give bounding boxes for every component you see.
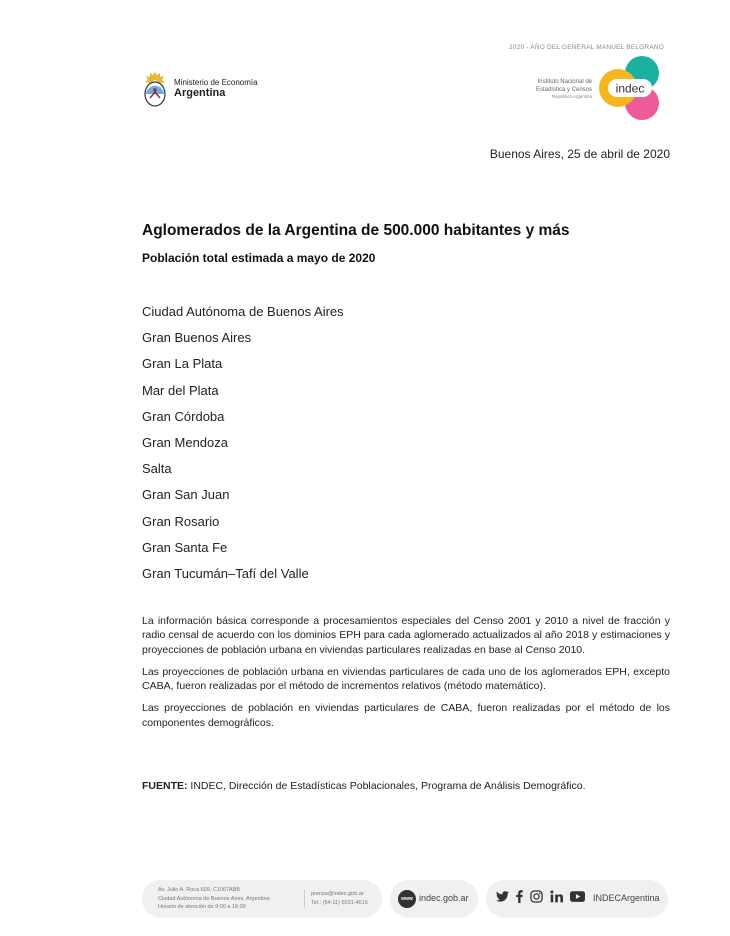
city-item: Gran San Juan [142,487,230,503]
indec-logo [596,56,668,120]
globe-icon: www [398,890,416,908]
city-item: Gran La Plata [142,356,223,372]
indec-logo-text: indec [615,81,645,96]
indec-name-line1: Instituto Nacional de [537,79,592,85]
indec-name-line2: Estadística y Censos [535,86,592,93]
footer-website-pill[interactable] [390,880,478,918]
address-line: Ciudad Autónoma de Buenos Aires, Argentina [158,895,270,902]
instagram-icon[interactable] [530,890,543,903]
city-item: Gran Santa Fe [142,539,228,555]
facebook-icon[interactable] [516,890,523,903]
source-line [142,780,670,792]
website-link[interactable]: indec.gob.ar [419,893,469,903]
linkedin-icon[interactable] [550,890,563,903]
indec-name-line3: República Argentina [551,94,592,99]
indec-institution-name [502,79,592,100]
argentina-seal-icon [142,70,168,108]
methodology-notes [142,614,670,738]
footer [142,880,668,918]
source-label: FUENTE: [142,780,188,792]
year-banner: 2020 - AÑO DEL GENERAL MANUEL BELGRANO [509,44,664,51]
city-item: Gran Tucumán–Tafí del Valle [142,565,309,581]
contact-phone: Tel.: (54-11) 5031-4616 [311,900,368,906]
social-handle[interactable]: INDECArgentina [593,893,660,903]
note-paragraph: Las proyecciones de población urbana en viviendas particulares de cada uno de los aglomerados EPH, excepto CABA, fueron realizadas por el método de incrementos relativos (método matemático). [142,665,670,693]
office-hours: Horario de atención de 9:00 a 16:00 [158,904,246,910]
footer-address-pill [142,880,382,918]
city-list [142,302,344,590]
note-paragraph: Las proyecciones de población en viviendas particulares de CABA, fueron realizadas por el método de los componentes demográficos. [142,702,670,729]
city-item: Mar del Plata [142,382,219,398]
twitter-icon[interactable] [496,891,509,902]
city-item: Ciudad Autónoma de Buenos Aires [142,304,344,319]
document-date: Buenos Aires, 25 de abril de 2020 [489,147,670,161]
city-item: Salta [142,461,172,477]
document-subtitle: Población total estimada a mayo de 2020 [142,251,376,265]
note-paragraph: La información básica corresponde a procesamientos especiales del Censo 2001 y 2010 a nivel de fracción y radio censal de acuerdo con los dominios EPH para cada aglomerado actualizados al año 2018 y estimaciones y proyecciones de población urbana en viviendas particulares realizadas en base al Censo 2010. [142,615,670,656]
address-line: Av. Julio A. Roca 609, C1067ABB [158,887,241,893]
document-title: Aglomerados de la Argentina de 500.000 habitantes y más [142,222,570,239]
ministry-country: Argentina [174,87,226,100]
city-item: Gran Buenos Aires [142,330,252,346]
youtube-icon[interactable] [570,891,585,902]
source-text: INDEC, Dirección de Estadísticas Poblacionales, Programa de Análisis Demográfico. [190,780,586,792]
city-item: Gran Rosario [142,513,220,529]
city-item: Gran Córdoba [142,408,225,424]
contact-email[interactable]: prensa@indec.gob.ar [311,891,364,897]
ministry-logo [142,70,258,108]
footer-social-pill [486,880,668,918]
city-item: Gran Mendoza [142,434,228,450]
ministry-name: Ministerio de Economía [174,77,258,87]
